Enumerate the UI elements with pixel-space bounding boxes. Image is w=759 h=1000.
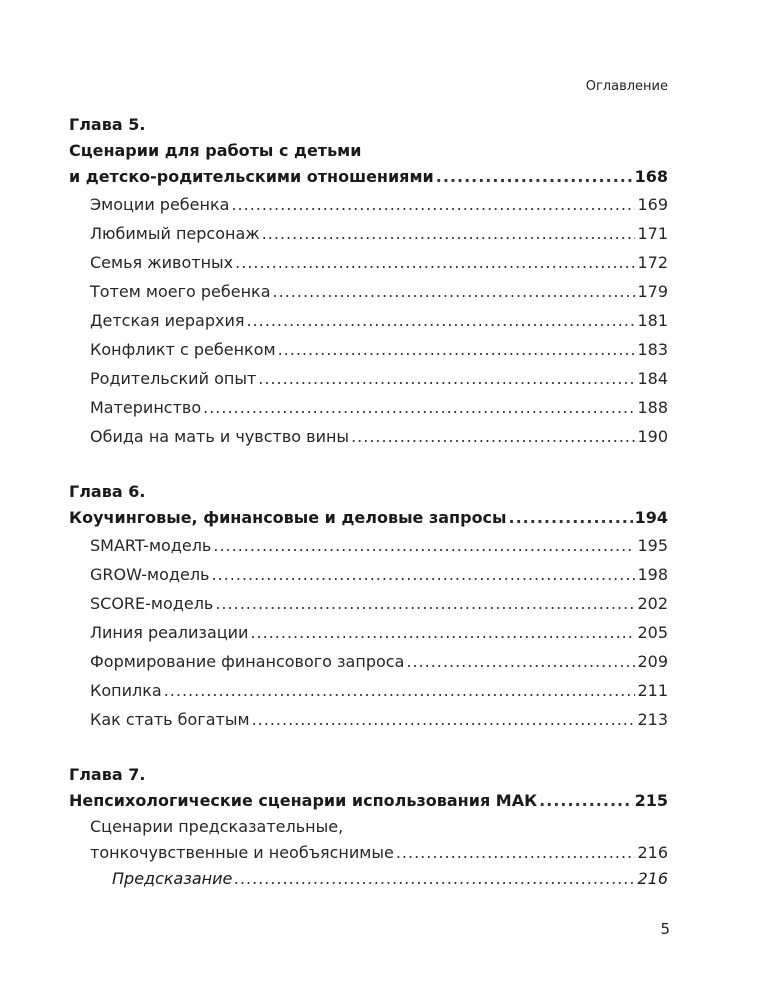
leader-dots xyxy=(215,589,635,618)
leader-dots xyxy=(235,248,635,277)
toc-entry[interactable] xyxy=(69,618,668,647)
leader-dots xyxy=(258,364,635,393)
entry-title: Любимый персонаж xyxy=(90,224,260,243)
toc-entry[interactable] xyxy=(69,560,668,589)
page-ref: 184 xyxy=(637,369,668,388)
entry-title: Родительский опыт xyxy=(90,369,257,388)
toc-entry[interactable] xyxy=(69,647,668,676)
toc-entry-chapter-heading[interactable] xyxy=(69,164,668,190)
page-ref: 169 xyxy=(637,195,668,214)
toc-entry[interactable] xyxy=(69,840,668,866)
chapter-6 xyxy=(69,479,668,734)
chapter-heading: Коучинговые, финансовые и деловые запросы xyxy=(69,508,507,527)
entry-title: Обида на мать и чувство вины xyxy=(90,427,350,446)
page-ref: 216 xyxy=(637,843,668,862)
subentry-title: Предсказание xyxy=(112,869,233,888)
chapter-label: Глава 7. xyxy=(69,765,146,784)
chapter-label: Глава 6. xyxy=(69,482,146,501)
page-ref: 171 xyxy=(637,224,668,243)
leader-dots xyxy=(509,505,633,531)
leader-dots xyxy=(406,647,635,676)
page-ref: 172 xyxy=(637,253,668,272)
toc-entry[interactable] xyxy=(69,705,668,734)
toc-entry[interactable] xyxy=(69,676,668,705)
entry-title: Материнство xyxy=(90,398,202,417)
entry-title: SMART-модель xyxy=(90,536,212,555)
page-ref: 205 xyxy=(637,623,668,642)
page-ref: 188 xyxy=(637,398,668,417)
entry-title: Детская иерархия xyxy=(90,311,245,330)
leader-dots xyxy=(262,219,636,248)
leader-dots xyxy=(278,335,636,364)
leader-dots xyxy=(231,190,635,219)
toc-entry[interactable] xyxy=(69,248,668,277)
page-ref: 215 xyxy=(634,791,668,810)
leader-dots xyxy=(234,866,635,892)
leader-dots xyxy=(539,788,632,814)
page-ref: 216 xyxy=(637,869,668,888)
page-ref: 168 xyxy=(634,167,668,186)
leader-dots xyxy=(164,676,636,705)
entry-title: Копилка xyxy=(90,681,162,700)
entry-title: тонкочувственные и необъяснимые xyxy=(90,843,394,862)
entry-title: Эмоции ребенка xyxy=(90,195,230,214)
page-ref: 213 xyxy=(637,710,668,729)
entry-title: Как стать богатым xyxy=(90,710,250,729)
page-ref: 195 xyxy=(637,536,668,555)
chapter-heading-line-1: Сценарии для работы с детьми xyxy=(69,141,362,160)
entry-title: Тотем моего ребенка xyxy=(90,282,271,301)
leader-dots xyxy=(203,393,635,422)
page-ref: 209 xyxy=(637,652,668,671)
running-head: Оглавление xyxy=(585,79,668,94)
leader-dots xyxy=(213,531,635,560)
chapter-heading: и детско-родительскими отношениями xyxy=(69,167,434,186)
toc-entry-chapter-heading[interactable] xyxy=(69,788,668,814)
page-ref: 190 xyxy=(637,427,668,446)
chapter-label: Глава 5. xyxy=(69,115,146,134)
page-ref: 179 xyxy=(637,282,668,301)
entry-title-line-1: Сценарии предсказательные, xyxy=(90,817,344,836)
leader-dots xyxy=(273,277,636,306)
page-number: 5 xyxy=(660,920,670,938)
leader-dots xyxy=(250,618,635,647)
toc-entry[interactable] xyxy=(69,306,668,335)
toc-entry[interactable] xyxy=(69,219,668,248)
leader-dots xyxy=(247,306,636,335)
page-ref: 181 xyxy=(637,311,668,330)
toc-entry-chapter-heading[interactable] xyxy=(69,505,668,531)
leader-dots xyxy=(436,164,633,190)
chapter-heading: Непсихологические сценарии использования МАК xyxy=(69,791,538,810)
toc-entry[interactable] xyxy=(69,335,668,364)
page-ref: 198 xyxy=(637,565,668,584)
toc-entry[interactable] xyxy=(69,277,668,306)
entry-title: Формирование финансового запроса xyxy=(90,652,405,671)
toc-entry[interactable] xyxy=(69,531,668,560)
entry-title: Конфликт с ребенком xyxy=(90,340,276,359)
toc-entry[interactable] xyxy=(69,190,668,219)
chapter-5 xyxy=(69,112,668,451)
leader-dots xyxy=(252,705,636,734)
page-ref: 183 xyxy=(637,340,668,359)
entry-title: SCORE-модель xyxy=(90,594,214,613)
toc-entry[interactable] xyxy=(69,393,668,422)
chapter-7 xyxy=(69,762,668,892)
entry-title: Линия реализации xyxy=(90,623,249,642)
entry-title: Семья животных xyxy=(90,253,234,272)
page-ref: 194 xyxy=(634,508,668,527)
leader-dots xyxy=(351,422,635,451)
toc-entry[interactable] xyxy=(69,589,668,618)
leader-dots xyxy=(396,840,636,866)
table-of-contents xyxy=(69,112,668,920)
page-ref: 211 xyxy=(637,681,668,700)
toc-entry[interactable] xyxy=(69,422,668,451)
toc-subentry[interactable] xyxy=(69,866,668,892)
entry-title: GROW-модель xyxy=(90,565,210,584)
toc-entry[interactable] xyxy=(69,364,668,393)
leader-dots xyxy=(211,560,635,589)
page-ref: 202 xyxy=(637,594,668,613)
